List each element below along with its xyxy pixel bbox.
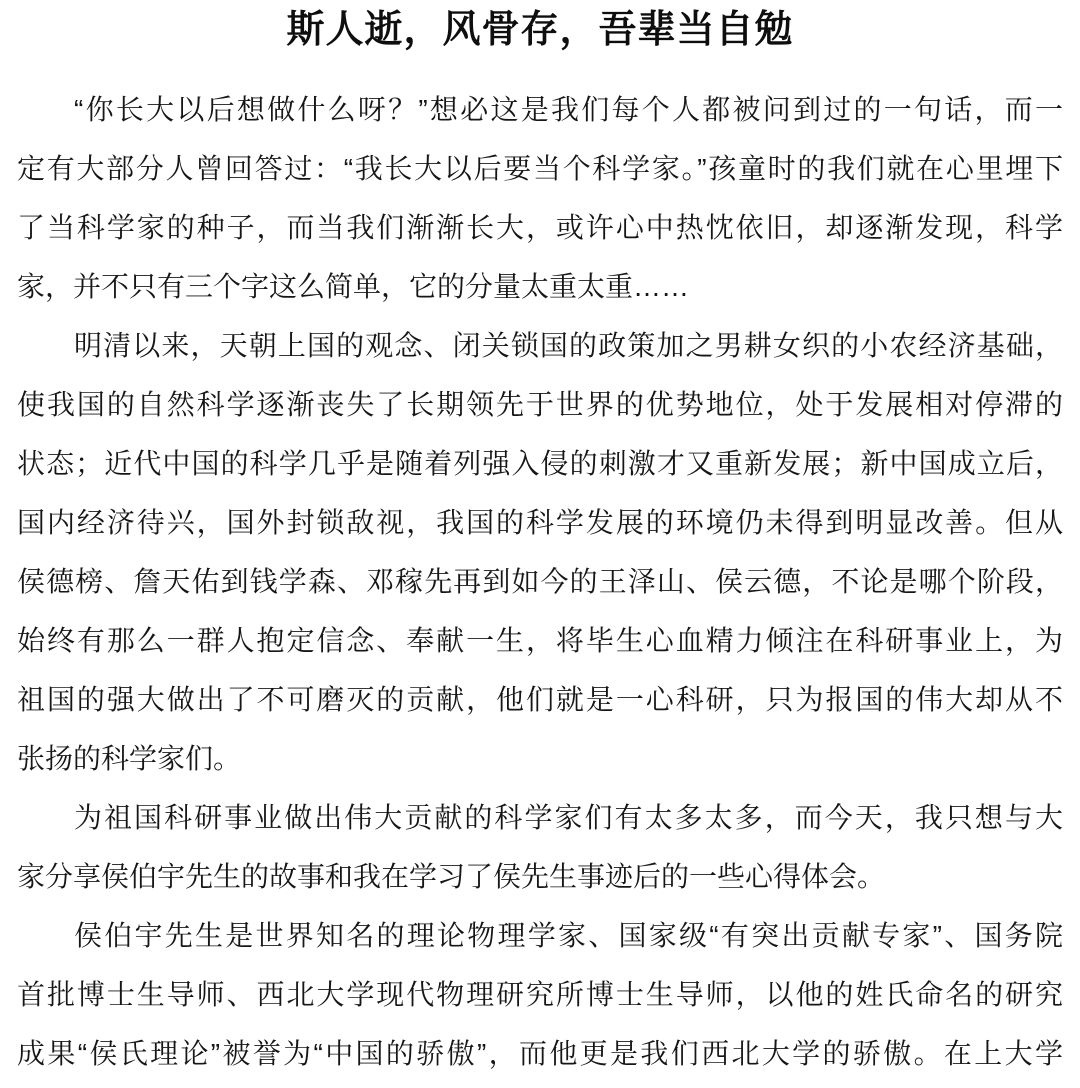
essay-paragraph [17, 906, 1063, 1083]
essay-line: 了当科学家的种子，而当我们渐渐长大，或许心中热忱依旧，却逐渐发现，科学 [17, 212, 1063, 243]
essay-paragraph [17, 788, 1063, 906]
essay-title: 斯人逝，风骨存，吾辈当自勉 [286, 9, 794, 51]
essay-line: 使我国的自然科学逐渐丧失了长期领先于世界的优势地位，处于发展相对停滞的 [17, 389, 1063, 420]
essay-line: 首批博士生导师、西北大学现代物理研究所博士生导师，以他的姓氏命名的研究 [17, 979, 1063, 1010]
essay-line: 家分享侯伯宇先生的故事和我在学习了侯先生事迹后的一些心得体会。 [17, 861, 886, 892]
essay-paragraph [17, 80, 1063, 316]
essay-line: 定有大部分人曾回答过：“我长大以后要当个科学家。”孩童时的我们就在心里埋下 [17, 153, 1063, 184]
essay-line: 始终有那么一群人抱定信念、奉献一生，将毕生心血精力倾注在科研事业上，为 [17, 625, 1063, 656]
essay-line: 成果“侯氏理论”被誉为“中国的骄傲”，而他更是我们西北大学的骄傲。在上大学 [17, 1038, 1063, 1069]
essay-line: 为祖国科研事业做出伟大贡献的科学家们有太多太多，而今天，我只想与大 [74, 802, 1063, 833]
essay-line: 祖国的强大做出了不可磨灭的贡献，他们就是一心科研，只为报国的伟大却从不 [17, 684, 1063, 715]
essay-line: 明清以来，天朝上国的观念、闭关锁国的政策加之男耕女织的小农经济基础， [74, 330, 1063, 361]
essay-line: 侯伯宇先生是世界知名的理论物理学家、国家级“有突出贡献专家”、国务院 [74, 920, 1063, 951]
essay-line: “你长大以后想做什么呀？”想必这是我们每个人都被问到过的一句话，而一 [74, 94, 1063, 125]
essay-line: 张扬的科学家们。 [17, 743, 242, 774]
essay-line: 侯德榜、詹天佑到钱学森、邓稼先再到如今的王泽山、侯云德，不论是哪个阶段， [17, 566, 1063, 597]
essay-paragraph [17, 316, 1063, 788]
essay-line: 国内经济待兴，国外封锁敌视，我国的科学发展的环境仍未得到明显改善。但从 [17, 507, 1063, 538]
essay-line: 家，并不只有三个字这么简单，它的分量太重太重…… [17, 271, 690, 302]
essay-line: 状态；近代中国的科学几乎是随着列强入侵的刺激才又重新发展；新中国成立后， [17, 448, 1063, 479]
essay-body [0, 80, 1080, 1083]
